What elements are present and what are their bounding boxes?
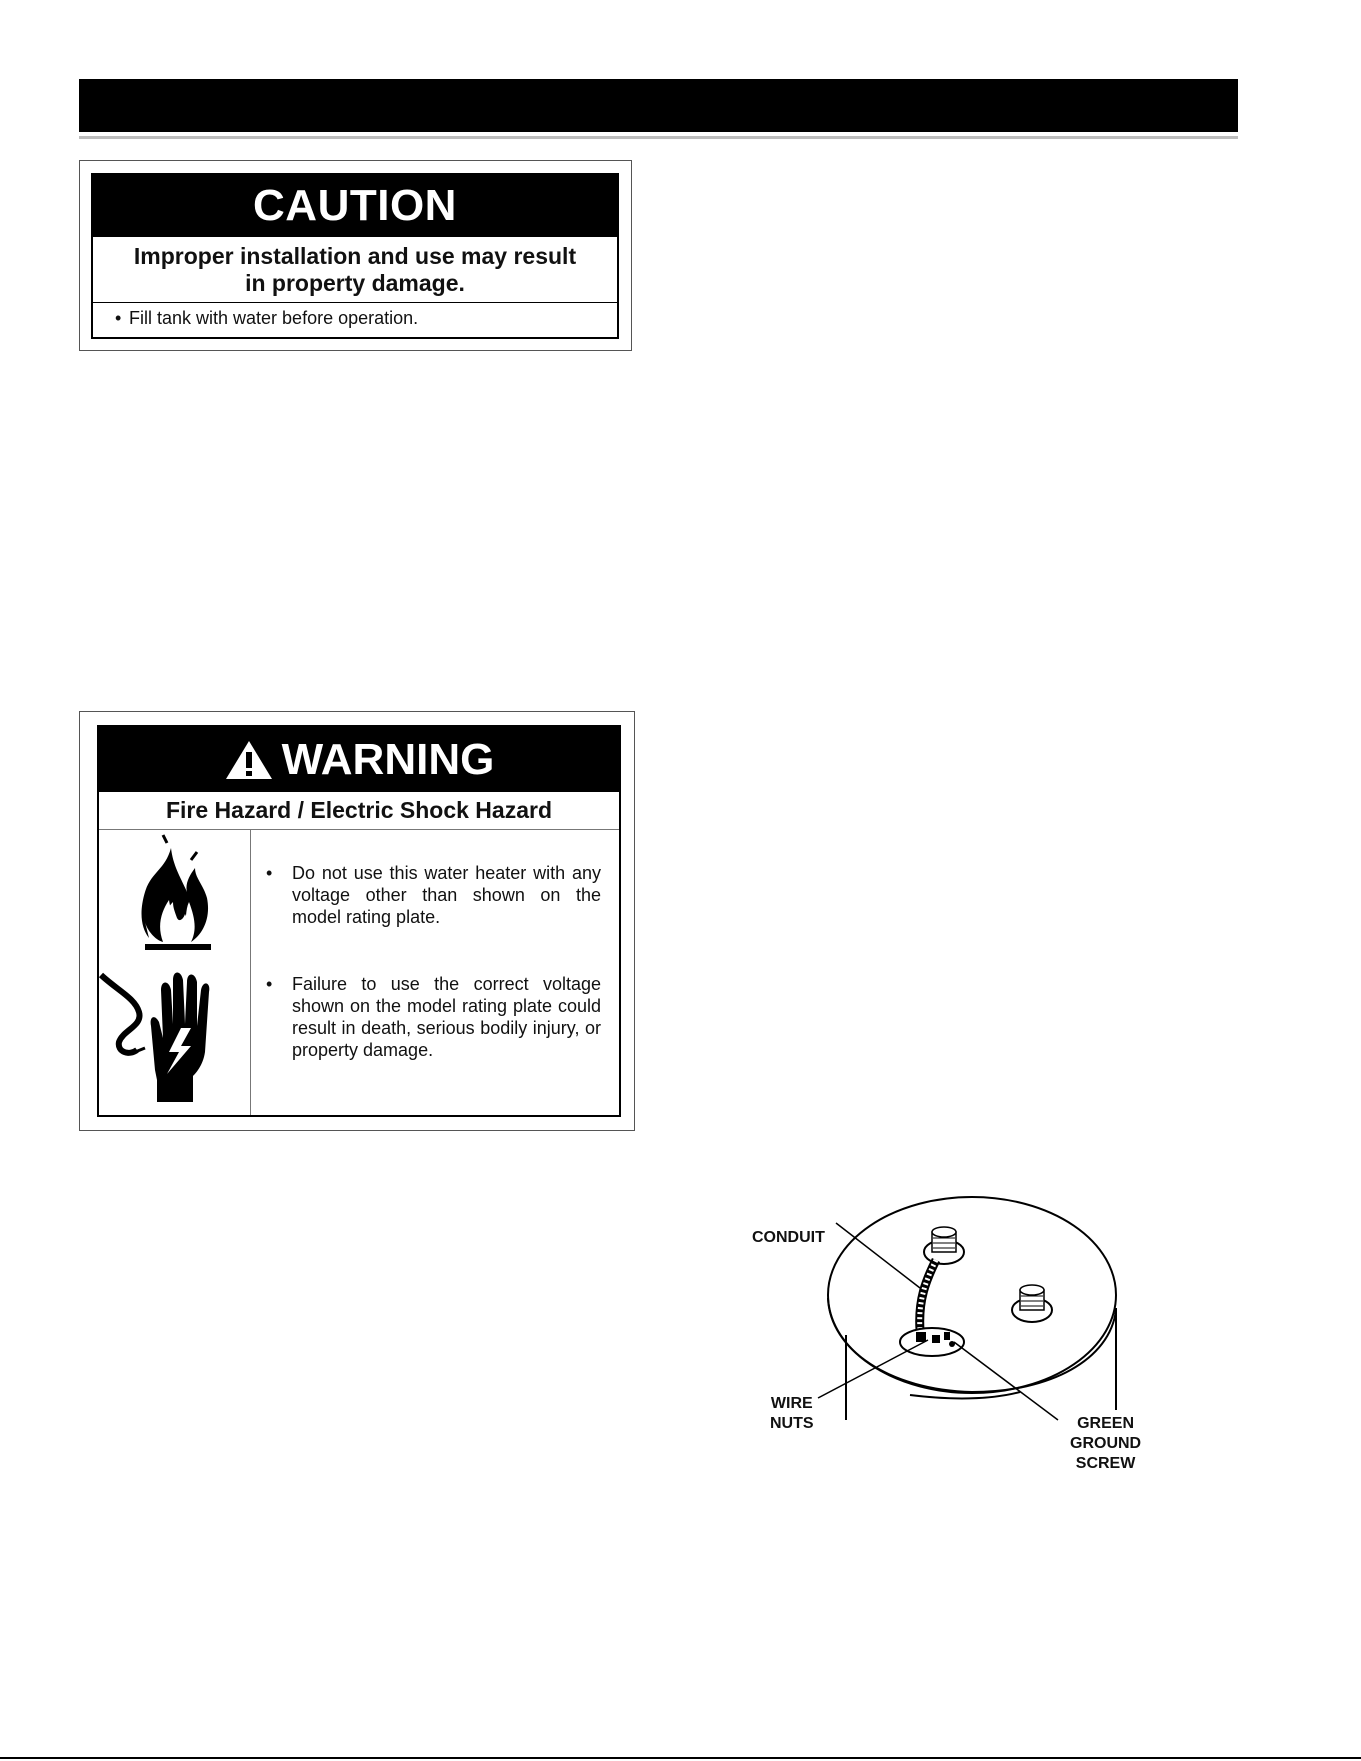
header-rule [79,136,1238,139]
hazard-pictograms [99,830,249,1115]
section-header-bar [79,79,1238,132]
warning-box [97,725,621,1117]
wire-nuts-label-line-2: NUTS [770,1415,814,1432]
flame-icon [142,835,211,950]
warning-text [252,830,619,1106]
warning-subtitle: Fire Hazard / Electric Shock Hazard [99,792,619,830]
caution-title: CAUTION [93,175,617,237]
caution-bullet [93,303,617,329]
bullet-marker: • [266,863,273,883]
water-heater-wiring-diagram [740,1180,1180,1480]
warning-bullet-1 [266,862,601,928]
wire-nuts-label [770,1394,814,1434]
conduit-label [752,1228,825,1248]
alert-triangle-icon [224,739,274,781]
ground-label-line-1: GREEN [1077,1415,1134,1432]
electric-shock-hand-icon [101,973,209,1103]
warning-bullet-2 [266,973,601,1061]
warning-title: WARNING [281,734,495,784]
warning-title-bar [99,727,619,792]
caution-box [91,173,619,339]
warning-body [99,830,619,1115]
ground-label-line-3: SCREW [1075,1455,1136,1472]
caution-subtitle-line-2: in property damage. [245,269,465,296]
ground-label-line-2: GROUND [1070,1435,1142,1452]
bullet-marker: • [266,974,273,994]
warning-bullet-1-text: Do not use this water heater with any voltage other than shown on the model rating plate. [292,863,601,927]
warning-bullet-2-text: Failure to use the correct voltage shown on the model rating plate could result in death, serious bodily injury, or property damage. [292,974,601,1060]
caution-subtitle [93,237,617,303]
wire-nuts-label-line-1: WIRE [770,1395,813,1412]
footer-rule [0,1757,1361,1759]
warning-icon-panel [99,830,251,1115]
caution-subtitle-line-1: Improper installation and use may result [133,242,577,269]
caution-bullet-text: Fill tank with water before operation. [129,308,419,328]
bullet-marker: • [115,308,122,328]
conduit-label-text: CONDUIT [752,1229,825,1246]
green-ground-screw-label [1070,1414,1141,1474]
